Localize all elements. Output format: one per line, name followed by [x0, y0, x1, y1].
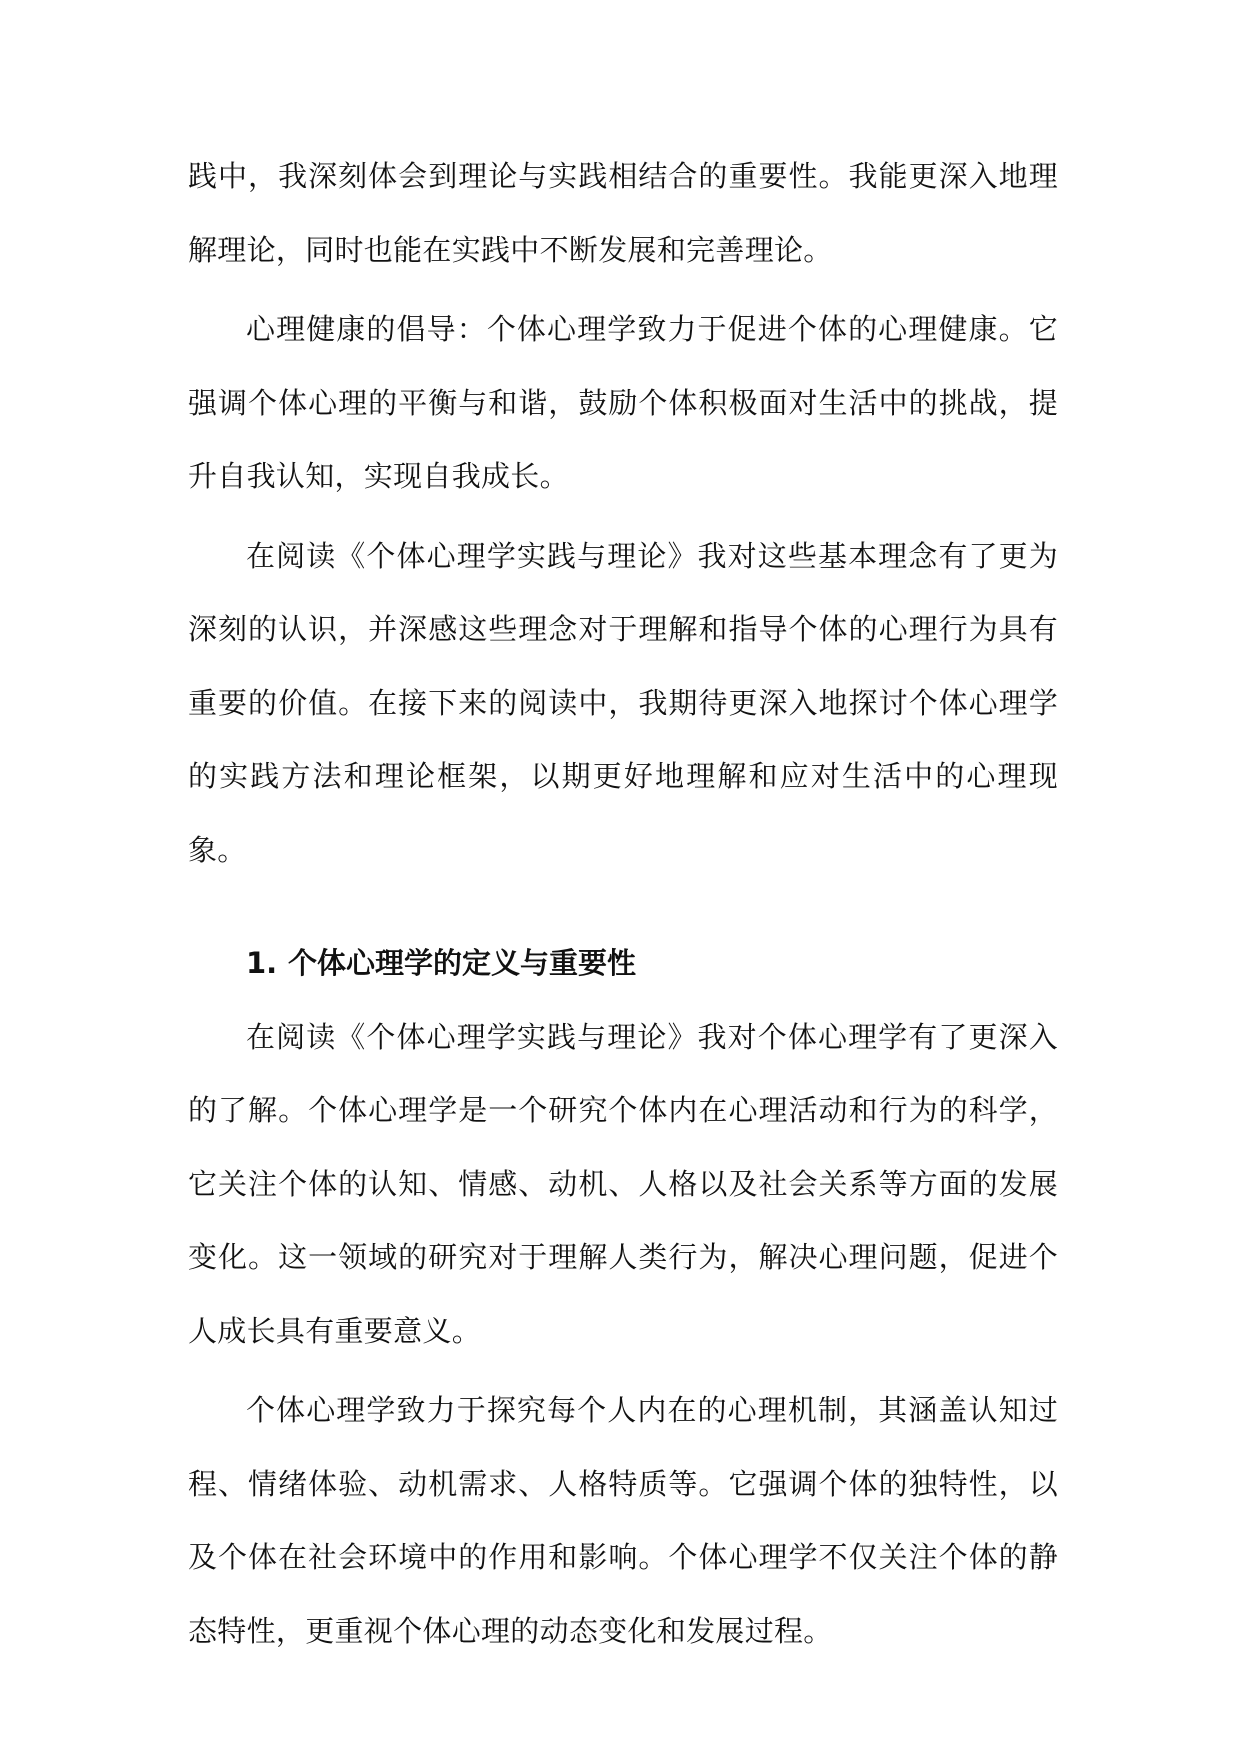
paragraph-continuation: 践中，我深刻体会到理论与实践相结合的重要性。我能更深入地理解理论，同时也能在实践中不断发展和完善理论。 — [188, 159, 1058, 267]
paragraph-reading-reflection: 在阅读《个体心理学实践与理论》我对这些基本理念有了更为深刻的认识，并深感这些理念对于理解和指导个体的心理行为具有重要的价值。在接下来的阅读中，我期待更深入地探讨个体心理学的实践方法和理论框架，以期更好地理解和应对生活中的心理现象。 — [188, 538, 1058, 867]
document-body — [188, 140, 1058, 1674]
paragraph-mechanisms: 个体心理学致力于探究每个人内在的心理机制，其涵盖认知过程、情绪体验、动机需求、人格特质等。它强调个体的独特性，以及个体在社会环境中的作用和影响。个体心理学不仅关注个体的静态特性，更重视个体心理的动态变化和发展过程。 — [188, 1393, 1058, 1648]
paragraph-definition: 在阅读《个体心理学实践与理论》我对个体心理学有了更深入的了解。个体心理学是一个研究个体内在心理活动和行为的科学，它关注个体的认知、情感、动机、人格以及社会关系等方面的发展变化。这一领域的研究对于理解人类行为，解决心理问题，促进个人成长具有重要意义。 — [188, 1019, 1058, 1348]
section-number: 1. — [246, 946, 278, 980]
section-heading — [188, 927, 1058, 1001]
paragraph-mental-health: 心理健康的倡导：个体心理学致力于促进个体的心理健康。它强调个体心理的平衡与和谐，鼓励个体积极面对生活中的挑战，提升自我认知，实现自我成长。 — [188, 312, 1058, 493]
section-title: 个体心理学的定义与重要性 — [288, 946, 637, 980]
